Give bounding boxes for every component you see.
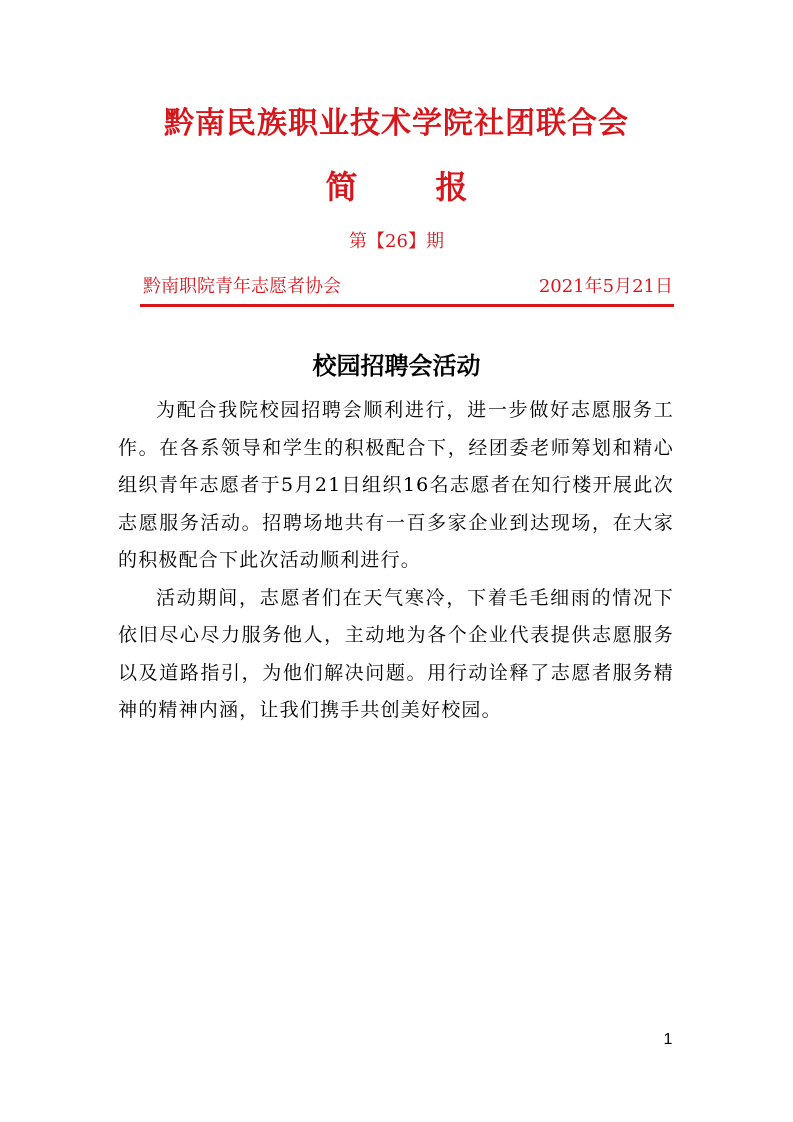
issue-number: 第【26】期 xyxy=(349,231,444,252)
article-title: 校园招聘会活动 xyxy=(312,351,481,380)
article-body xyxy=(118,392,674,730)
page-number: 1 xyxy=(663,1031,673,1048)
paragraph: 活动期间，志愿者们在天气寒冷，下着毛毛细雨的情况下依旧尽心尽力服务他人，主动地为各个企业代表提供志愿服务以及道路指引，为他们解决问题。用行动诠释了志愿者服务精神的精神内涵，让我们携手共创美好校园。 xyxy=(118,586,674,721)
brief-title xyxy=(0,165,793,209)
paragraph: 为配合我院校园招聘会顺利进行，进一步做好志愿服务工作。在各系领导和学生的积极配合下，经团委老师筹划和精心组织青年志愿者于5月21日组织16名志愿者在知行楼开展此次志愿服务活动。招聘场地共有一百多家企业到达现场，在大家的积极配合下此次活动顺利进行。 xyxy=(118,399,674,571)
brief-title-char-2: 报 xyxy=(435,168,468,206)
meta-row xyxy=(143,271,673,299)
association-name: 黔南职院青年志愿者协会 xyxy=(143,276,341,297)
publish-date: 2021年5月21日 xyxy=(538,276,673,297)
header-divider xyxy=(140,304,674,307)
org-title: 黔南民族职业技术学院社团联合会 xyxy=(164,106,629,141)
brief-title-char-1: 简 xyxy=(325,168,358,206)
